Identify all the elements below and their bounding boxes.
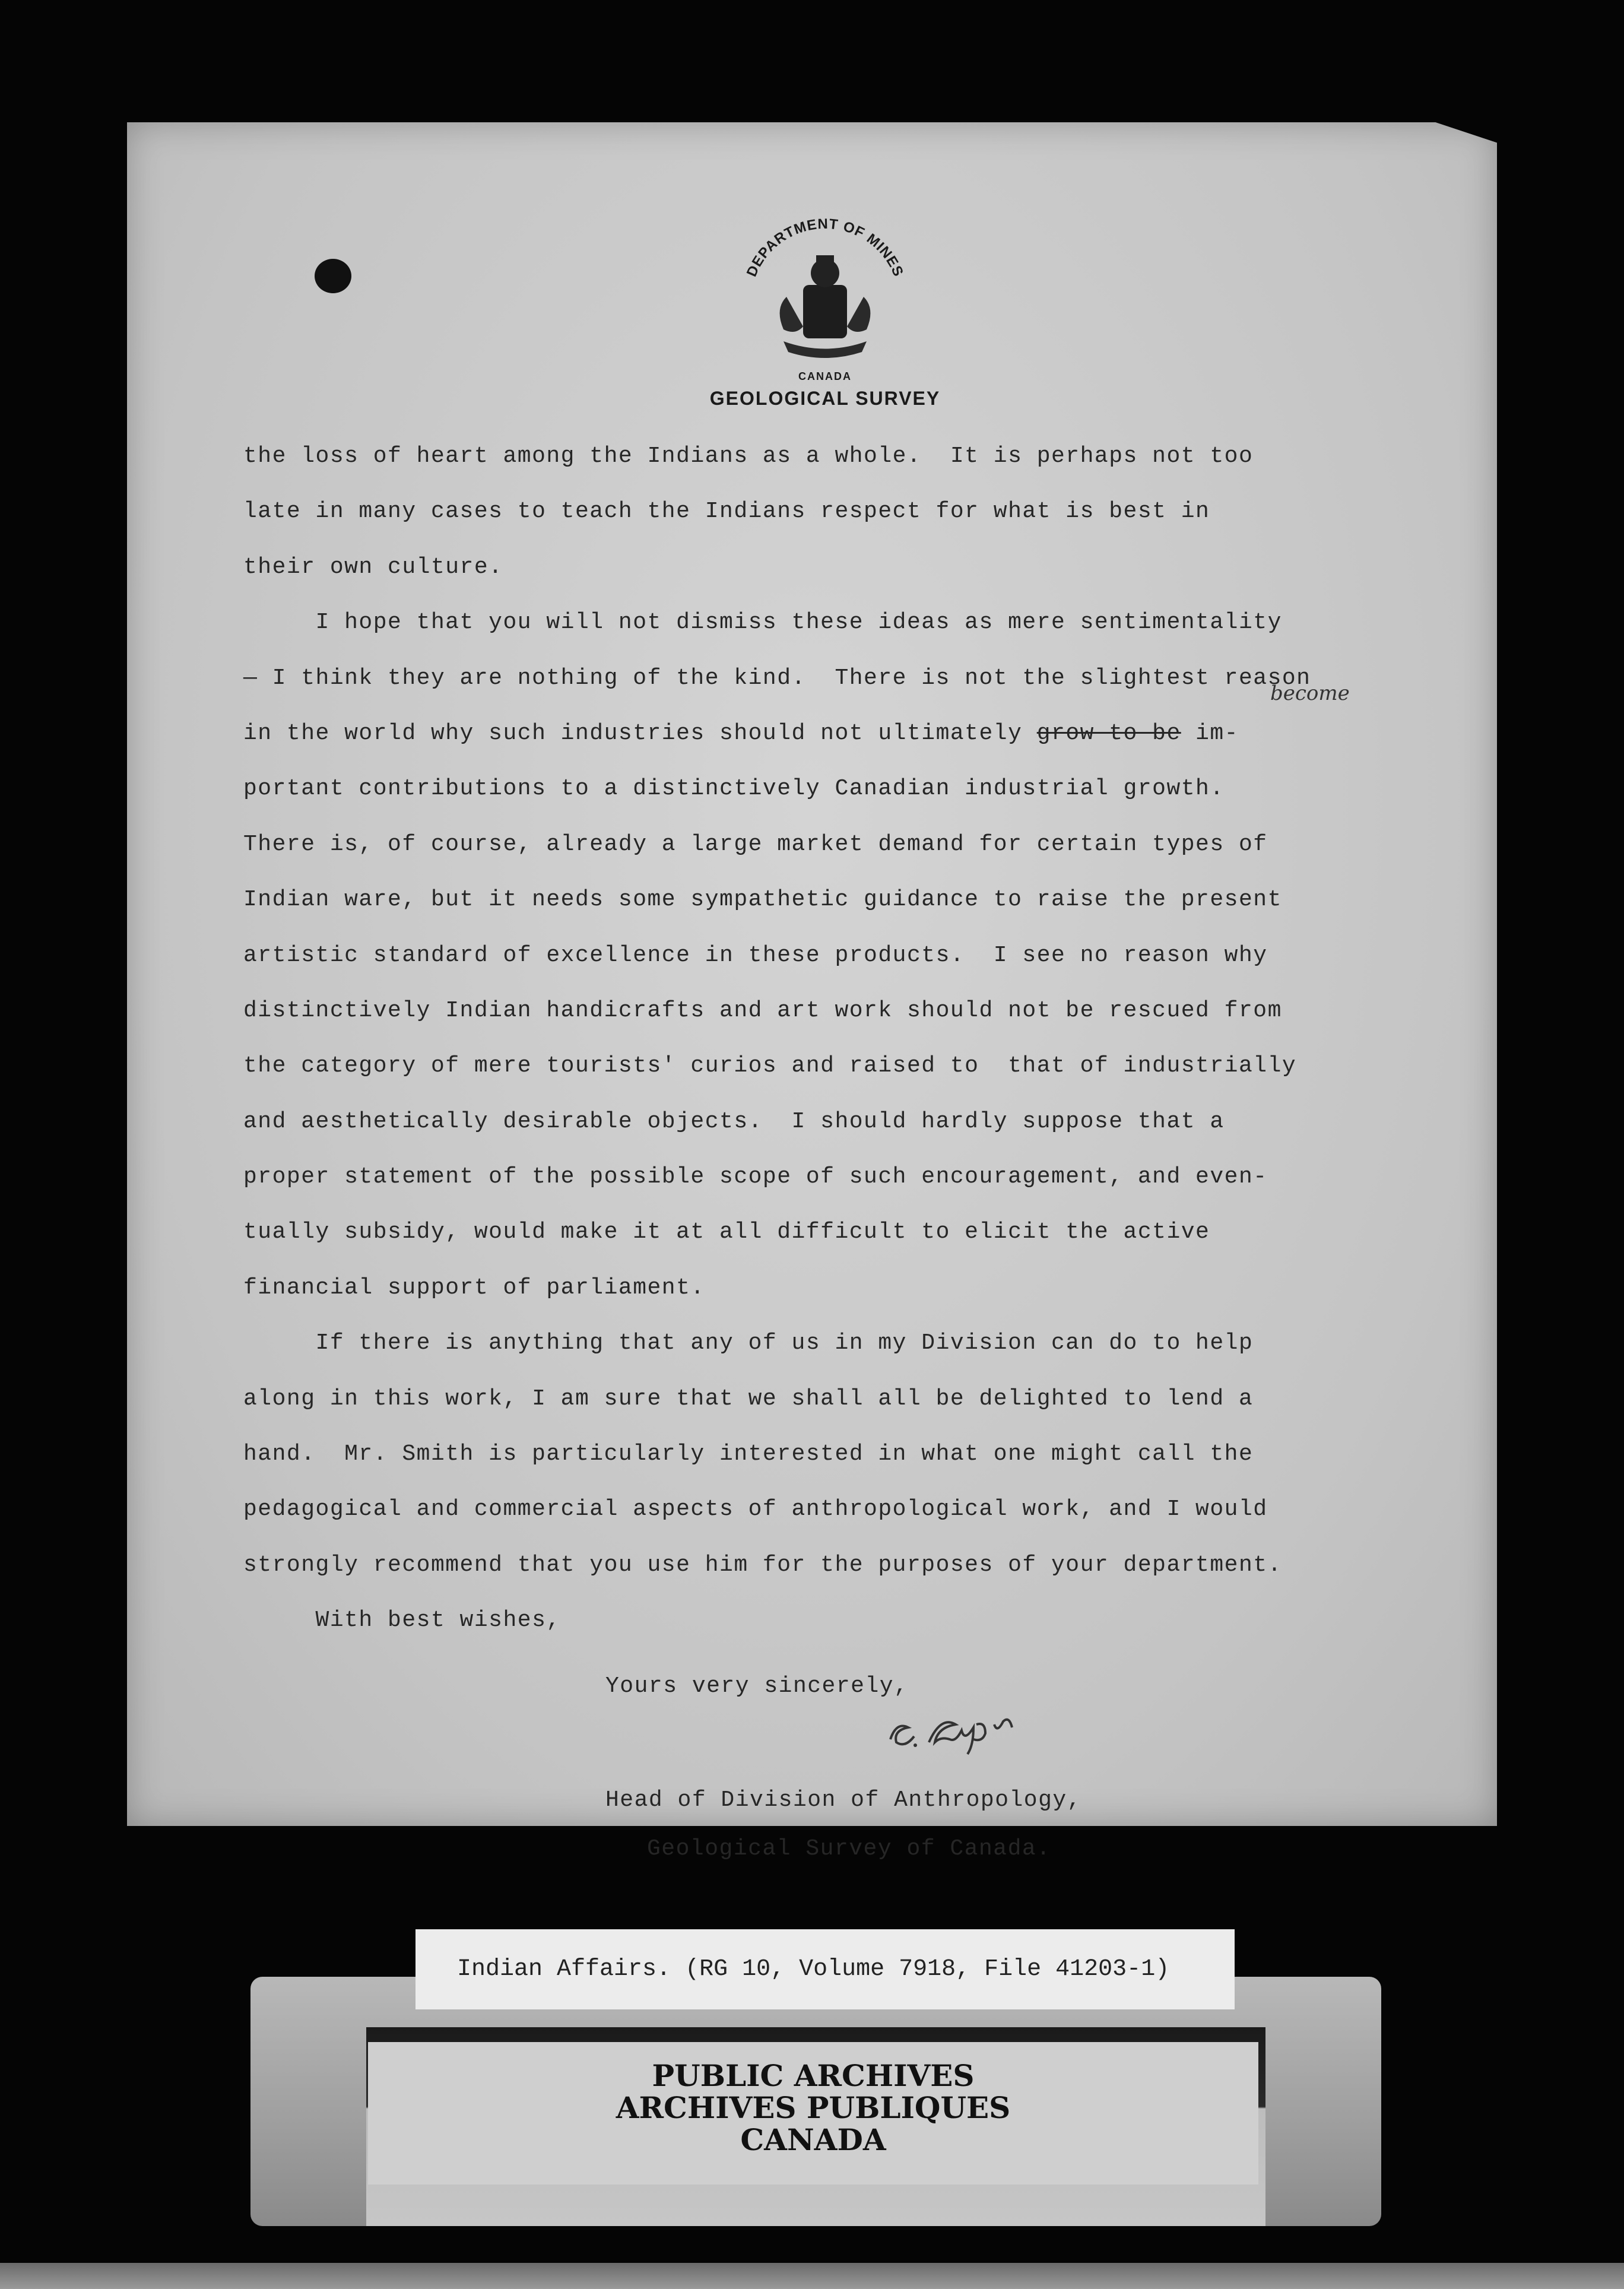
body-line: the category of mere tourists' curios and raised to that of industrially (243, 1053, 1297, 1079)
archive-stamp (576, 2060, 1051, 2156)
body-line: strongly recommend that you use him for the purposes of your department. (243, 1552, 1282, 1578)
struck-text: grow to be (1036, 720, 1181, 746)
archive-reference-label (415, 1929, 1235, 2009)
body-line: distinctively Indian handicrafts and art work should not be rescued from (243, 997, 1282, 1023)
body-line: There is, of course, already a large market demand for certain types of (243, 831, 1268, 857)
letterhead (706, 214, 944, 410)
letterhead-survey: GEOLOGICAL SURVEY (709, 388, 941, 409)
body-line: — I think they are nothing of the kind. There is not the slightest reason (243, 665, 1311, 691)
punch-hole (315, 259, 351, 293)
department-name: DEPARTMENT OF MINES (743, 215, 907, 280)
body-line: late in many cases to teach the Indians respect for what is best in (243, 499, 1210, 525)
coat-of-arms-icon (727, 214, 923, 374)
handwritten-signature (878, 1698, 1033, 1763)
body-line: the loss of heart among the Indians as a whole. It is perhaps not too (243, 443, 1254, 469)
letter-body (243, 429, 1490, 1648)
body-line: pedagogical and commercial aspects of anthropological work, and I would (243, 1497, 1268, 1523)
handwritten-insertion: become (1270, 681, 1350, 705)
body-line: and aesthetically desirable objects. I should hardly suppose that a (243, 1108, 1225, 1134)
stamp-line-2: ARCHIVES PUBLIQUES (616, 2090, 1011, 2125)
line-suffix: im- (1181, 720, 1239, 746)
body-line: proper statement of the possible scope of such encouragement, and even- (243, 1164, 1268, 1190)
signer-title: Head of Division of Anthropology, (605, 1787, 1082, 1813)
body-line: I hope that you will not dismiss these ideas as mere sentimentality (243, 610, 1282, 636)
body-line-with-correction (243, 706, 1490, 761)
letterhead-country: CANADA (798, 370, 852, 382)
bottom-edge (0, 2263, 1624, 2289)
body-line: With best wishes, (243, 1608, 561, 1634)
stamp-line-1: PUBLIC ARCHIVES (652, 2058, 975, 2093)
body-line: Indian ware, but it needs some sympathetic guidance to raise the present (243, 887, 1282, 913)
signature-block (605, 1662, 1318, 1873)
line-prefix: in the world why such industries should not ultimately (243, 720, 1037, 746)
body-line: artistic standard of excellence in these products. I see no reason why (243, 942, 1268, 968)
body-line: If there is anything that any of us in my Division can do to help (243, 1330, 1254, 1356)
stamp-line-3: CANADA (740, 2122, 886, 2157)
body-line: along in this work, I am sure that we shall all be delighted to lend a (243, 1386, 1254, 1412)
body-line: financial support of parliament. (243, 1275, 705, 1301)
body-line: hand. Mr. Smith is particularly interested in what one might call the (243, 1441, 1254, 1467)
closing: Yours very sincerely, (605, 1673, 909, 1699)
body-line: portant contributions to a distinctively Canadian industrial growth. (243, 776, 1225, 802)
signer-organization: Geological Survey of Canada. (647, 1836, 1051, 1862)
body-line: their own culture. (243, 554, 503, 580)
crest-emblem (727, 214, 923, 374)
archive-reference: Indian Affairs. (RG 10, Volume 7918, File 41203-1) (457, 1956, 1170, 1983)
body-line: tually subsidy, would make it at all difficult to elicit the active (243, 1219, 1210, 1245)
